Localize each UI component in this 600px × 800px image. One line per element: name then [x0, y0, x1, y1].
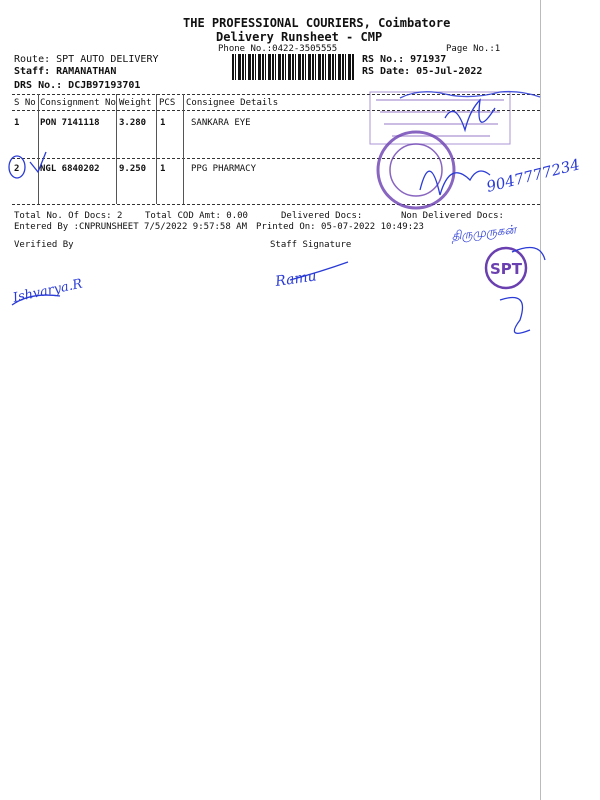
- header-consignee: Consignee Details: [186, 98, 279, 108]
- table-row-consignment: PON 7141118: [40, 118, 100, 128]
- verifier-signature: Ishvarya.R: [11, 276, 84, 306]
- total-docs: Total No. Of Docs: 2: [14, 211, 123, 221]
- table-row-consignee: SANKARA EYE: [191, 118, 251, 128]
- table-row-consignee: PPG PHARMACY: [191, 164, 257, 174]
- staff-signature-label: Staff Signature: [270, 240, 352, 250]
- table-row-pcs: 1: [160, 118, 166, 128]
- handwritten-phone: 9047777234: [484, 155, 582, 196]
- table-row-weight: 3.280: [119, 118, 147, 128]
- spt-stamp-label: SPT: [489, 260, 523, 278]
- header-pcs: PCS: [159, 98, 176, 108]
- total-cod: Total COD Amt: 0.00: [145, 211, 248, 221]
- table-row-sno: 1: [14, 118, 20, 128]
- table-row-sno: 2: [14, 164, 20, 174]
- scribble-mark: [400, 92, 540, 98]
- circle-mark: [9, 156, 25, 178]
- table-row-pcs: 1: [160, 164, 166, 174]
- header-weight: Weight: [119, 98, 152, 108]
- rect-stamp-text: [376, 100, 504, 136]
- runsheet-title: Delivery Runsheet - CMP: [216, 30, 383, 44]
- signature-top: [445, 100, 495, 130]
- drs-number: DRS No.: DCJB97193701: [14, 80, 141, 91]
- table-row-weight: 9.250: [119, 164, 147, 174]
- entered-by: Entered By :CNPRUNSHEET 7/5/2022 9:57:58 AM: [14, 222, 247, 232]
- company-title: THE PROFESSIONAL COURIERS, Coimbatore: [183, 16, 451, 30]
- non-delivered-docs: Non Delivered Docs:: [401, 211, 504, 221]
- staff-signature: Ramu: [274, 268, 318, 290]
- header-consignment: Consignment No: [40, 98, 116, 108]
- check-mark: [30, 152, 46, 172]
- page-number: Page No.:1: [446, 44, 501, 54]
- route-info: Route: SPT AUTO DELIVERY: [14, 54, 159, 65]
- rs-number: RS No.: 971937: [362, 54, 447, 65]
- handwritten-tamil: திருமுருகன்: [450, 222, 517, 243]
- verified-by-label: Verified By: [14, 240, 74, 250]
- staff-info: Staff: RAMANATHAN: [14, 66, 117, 77]
- header-sno: S No: [14, 98, 36, 108]
- table-row-consignment: NGL 6840202: [40, 164, 100, 174]
- delivered-docs: Delivered Docs:: [281, 211, 363, 221]
- phone-number: Phone No.:0422-3505555: [218, 44, 338, 54]
- printed-on: Printed On: 05-07-2022 10:49:23: [256, 222, 424, 232]
- round-stamp-inner: [390, 144, 442, 196]
- rs-date: RS Date: 05-Jul-2022: [362, 66, 483, 77]
